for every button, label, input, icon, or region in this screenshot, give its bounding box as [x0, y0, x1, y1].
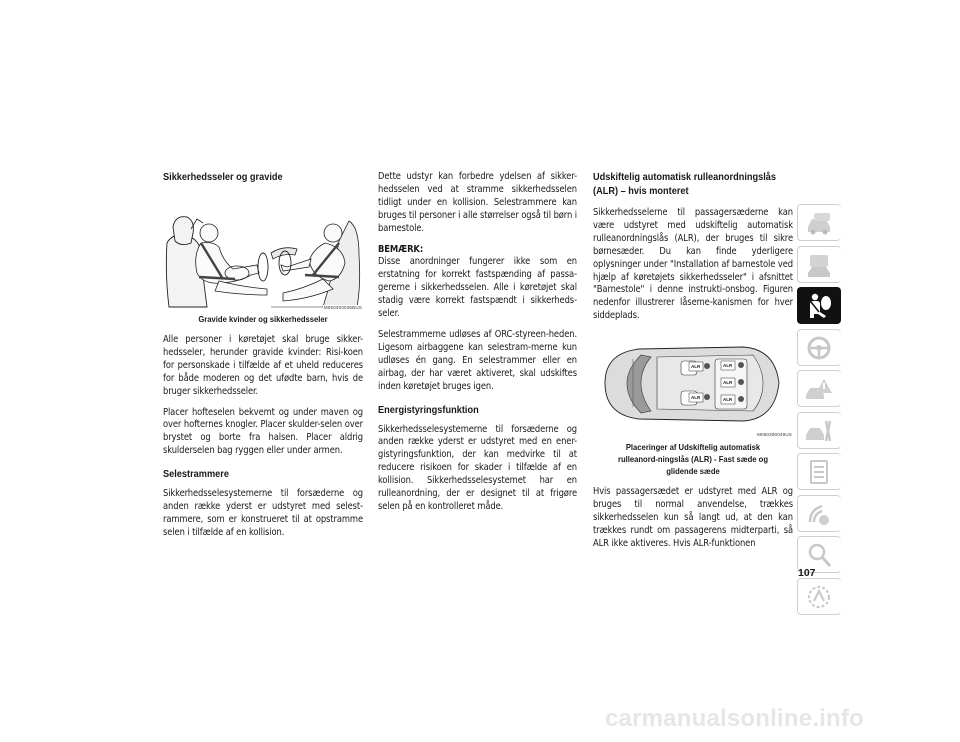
specifications-list-icon — [804, 458, 834, 486]
tab-servicing[interactable] — [797, 412, 841, 449]
figure-code: M050300036BUS — [323, 305, 362, 310]
paragraph: Sikkerhedsselesystemerne til forsæderne og anden række yderst er udstyret med selest-rammere, som er konstrueret til at opstramme selen i tilfælde af en kollision. — [163, 488, 363, 538]
language-icon — [804, 583, 834, 611]
alr-label: ALR — [723, 380, 733, 386]
alr-label: ALR — [691, 364, 701, 370]
car-warning-icon — [804, 375, 834, 403]
heading-line: Udskiftelig automatisk rulleanordningslås — [593, 172, 777, 183]
watermark: carmanualsonline.info — [605, 705, 864, 732]
paragraph: Sikkerhedsselerne til passagersæderne kan være udstyret med udskiftelig automatisk rulleanordningslås (ALR), der bruges til sikre børnesæder. Du kan finde yderligere oplysninger under "Installation af barnestole ved hjælp af køretøjets sikkerhedsseler" i afsnittet "Barnestole" i denne instrukti-onsbog. Figuren nedenfor illustrerer låseme-kanismen for hver siddeplads. — [593, 207, 793, 322]
note-text: Disse anordninger fungerer ikke som en erstatning for korrekt fastspænding af passa-gererne i sikkerhedsselen. Alle i køretøjet skal stadig være korrekt fastspændt i sikkerheds-seler. — [378, 256, 577, 320]
paragraph: Dette udstyr kan forbedre ydelsen af sikker-hedsselen ved at stramme sikkerhedsselen tidligt under en kollision. Selestrammere kan bruges til personer i alle størrelser også til børn i barnestole. — [378, 171, 577, 234]
tab-safety[interactable] — [797, 287, 841, 324]
search-icon — [804, 541, 834, 569]
pregnant-women-figure — [163, 215, 363, 310]
page-number: 107 — [798, 567, 816, 579]
alr-label: ALR — [723, 363, 733, 369]
column-3 — [593, 171, 793, 559]
heading-line: (ALR) – hvis monteret — [593, 186, 689, 197]
section-heading-pretensioners: Selestrammere — [163, 469, 229, 481]
tab-instrument-panel[interactable] — [797, 246, 841, 283]
section-heading-alr — [593, 171, 777, 199]
tab-emergency[interactable] — [797, 370, 841, 407]
note-label: BEMÆRK: — [378, 243, 424, 255]
column-2 — [378, 171, 577, 522]
alr-label: ALR — [691, 395, 701, 401]
figure-caption: Placeringer af Udskiftelig automatisk rulleanord-ningslås (ALR) - Fast sæde og glidende sæde — [617, 442, 769, 477]
tab-language[interactable] — [797, 578, 841, 615]
alr-label: ALR — [723, 397, 733, 403]
paragraph: Alle personer i køretøjet skal bruge sikker-hedsseler, herunder gravide kvinder: Risi-koen for personskade i tilfælde af et uheld reduceres for både moderen og det ufødte barn, hvis de bruger sikkerhedsseler. — [163, 334, 363, 397]
tab-getting-to-know-vehicle[interactable] — [797, 204, 841, 241]
seatbelt-airbag-icon — [804, 292, 834, 320]
section-heading-pregnant: Sikkerhedsseler og gravide — [163, 172, 283, 183]
paragraph: Hvis passagersædet er udstyret med ALR og bruges til normal anvendelse, trækkes sikkerhedsselen kun så langt ud, at den kan trækkes rundt om passagerens midterparti, så ALR ikke aktiveres. Hvis ALR-funktionen — [593, 486, 793, 549]
figure-caption: Gravide kvinder og sikkerhedsseler — [198, 314, 328, 324]
multimedia-icon — [804, 500, 834, 528]
paragraph: Sikkerhedsselesystemerne til forsæderne og anden række yderst er udstyret med en ener-gistyringsfunktion, der kan medvirke til at reducere risikoen for skader i tilfælde af en kollision. Sikkerhedsselesystemet har en rulleanordning, der er designet til at frigøre selen på en kontrolleret måde. — [378, 423, 577, 512]
car-dashboard-icon — [804, 209, 834, 237]
tab-multimedia[interactable] — [797, 495, 841, 532]
car-message-icon — [804, 251, 834, 279]
figure-code: M050300049US — [757, 432, 792, 438]
vehicle-top-view-illustration — [593, 339, 793, 437]
paragraph: Selestrammerne udløses af ORC-styreen-heden. Ligesom airbaggene kan selestram-merne kun udløses én gang. En selestrammer eller en airbag, der har været aktiveret, skal udskiftes inden køretøjet bruges igen. — [378, 328, 577, 392]
paragraph: Placer hofteselen bekvemt og under maven og over hofternes knogler. Placer skulder-selen over brystet og borte fra halsen. Placer aldrig skulderselen bag ryggen eller under armen. — [163, 406, 363, 457]
alr-locations-figure — [593, 339, 793, 437]
chapter-tabs — [797, 204, 841, 619]
tab-starting-operating[interactable] — [797, 329, 841, 366]
car-tools-icon — [804, 417, 834, 445]
pregnant-women-illustration — [163, 215, 363, 310]
note — [378, 244, 577, 321]
steering-wheel-icon — [804, 334, 834, 362]
tab-specifications[interactable] — [797, 453, 841, 490]
section-heading-energy: Energistyringsfunktion — [378, 404, 479, 416]
column-1 — [163, 171, 363, 548]
